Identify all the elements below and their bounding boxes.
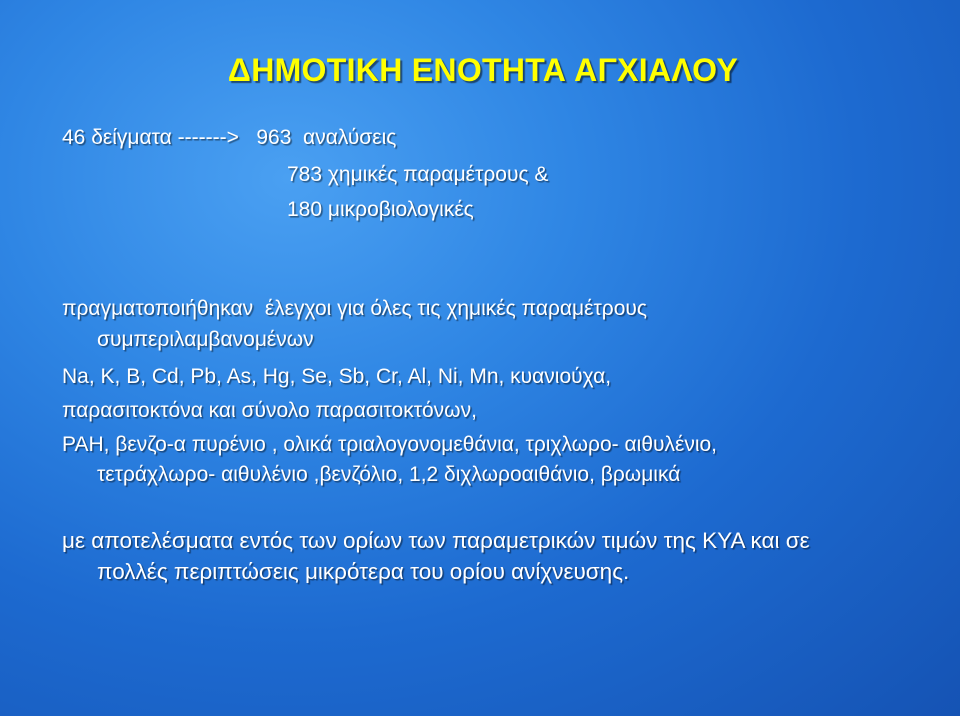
checks-line-3: Na, K, B, Cd, Pb, As, Hg, Se, Sb, Cr, Al, Ni, Mn, κυανιούχα, — [62, 365, 612, 388]
checks-line-2: συμπεριλαμβανομένων — [97, 328, 314, 351]
samples-line-3: 180 μικροβιολογικές — [287, 198, 474, 221]
checks-line-1: πραγματοποιήθηκαν έλεγχοι για όλες τις χημικές παραμέτρους — [62, 297, 648, 320]
results-line-2: πολλές περιπτώσεις μικρότερα του ορίου ανίχνευσης. — [97, 559, 630, 584]
checks-line-6: τετράχλωρο- αιθυλένιο ,βενζόλιο, 1,2 διχλωροαιθάνιο, βρωμικά — [97, 463, 681, 486]
samples-line-2: 783 χημικές παραμέτρους & — [287, 163, 549, 186]
slide-title: ΔΗΜΟΤΙΚΗ ΕΝΟΤΗΤΑ ΑΓΧΙΑΛΟΥ — [227, 52, 739, 88]
results-line-1: με αποτελέσματα εντός των ορίων των παραμετρικών τιμών της ΚΥΑ και σε — [62, 528, 810, 553]
checks-line-4: παρασιτοκτόνα και σύνολο παρασιτοκτόνων, — [62, 399, 477, 422]
checks-line-5: PAH, βενζο-α πυρένιο , ολικά τριαλογονομεθάνια, τριχλωρο- αιθυλένιο, — [62, 433, 718, 456]
samples-line-1: 46 δείγματα -------> 963 αναλύσεις — [62, 126, 397, 149]
